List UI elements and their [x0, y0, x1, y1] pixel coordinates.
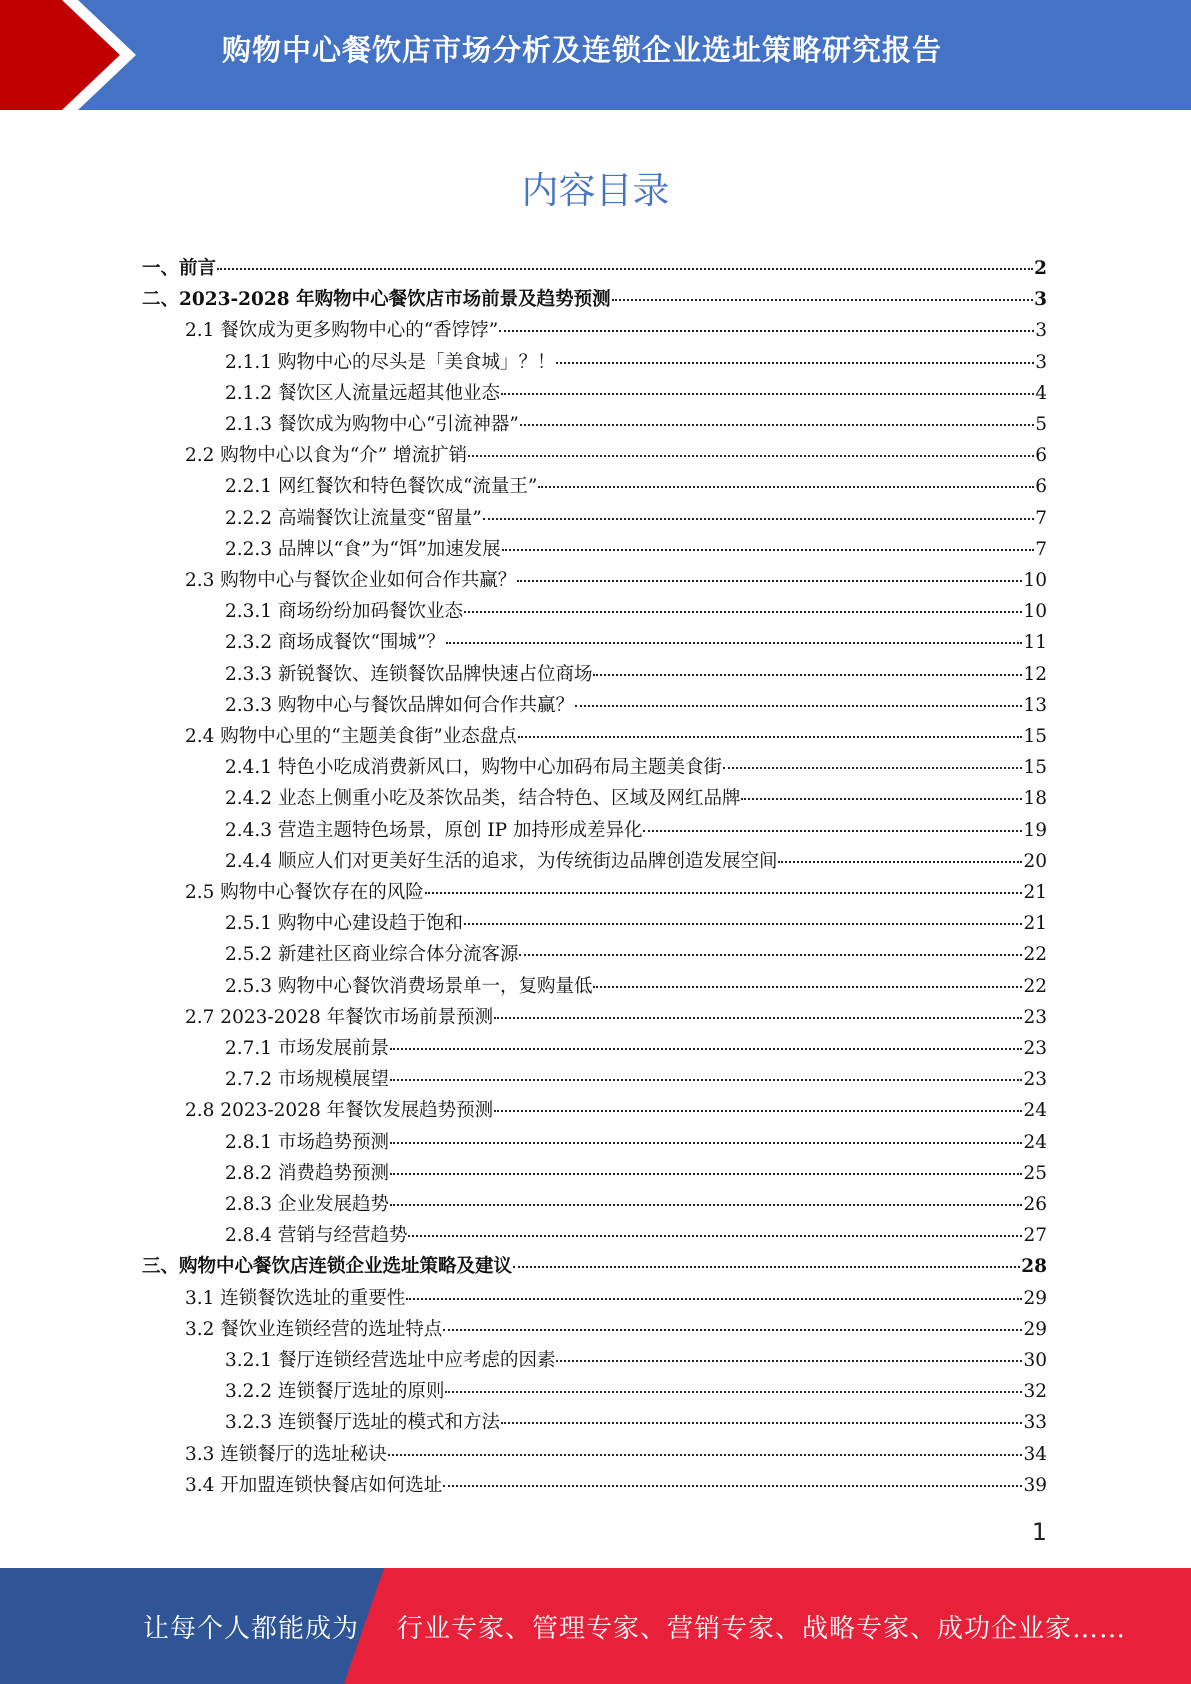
- toc-dot-leader: [518, 736, 1023, 738]
- toc-entry[interactable]: [185, 1095, 1047, 1126]
- toc-dot-leader: [501, 1422, 1022, 1424]
- toc-entry-label: 2.5.1 购物中心建设趋于饱和: [225, 913, 463, 935]
- toc-entry[interactable]: [225, 1376, 1047, 1407]
- toc-entry-page: 20: [1023, 850, 1047, 872]
- toc-entry-page: 11: [1023, 632, 1047, 654]
- toc-entry-page: 10: [1023, 601, 1047, 623]
- toc-dot-leader: [517, 580, 1022, 582]
- toc-entry[interactable]: [185, 877, 1047, 908]
- toc-dot-leader: [575, 705, 1022, 707]
- header-banner: [0, 0, 1191, 110]
- toc-dot-leader: [443, 1329, 1022, 1331]
- toc-dot-leader: [612, 299, 1034, 301]
- toc-entry[interactable]: [185, 1470, 1047, 1501]
- toc-dot-leader: [390, 1204, 1022, 1206]
- toc-dot-leader: [519, 954, 1022, 956]
- toc-entry[interactable]: [225, 815, 1047, 846]
- toc-entry-page: 5: [1035, 414, 1047, 435]
- toc-entry-label: 2.3.3 购物中心与餐饮品牌如何合作共赢？: [225, 694, 574, 716]
- toc-entry-page: 28: [1021, 1256, 1047, 1278]
- toc-entry-page: 23: [1023, 1069, 1047, 1091]
- toc-entry-page: 39: [1023, 1474, 1047, 1496]
- toc-entry-label: 2.2.1 网红餐饮和特色餐饮成“流量王”: [225, 476, 538, 498]
- toc-dot-leader: [425, 892, 1023, 894]
- toc-entry-page: 24: [1023, 1100, 1047, 1122]
- toc-entry[interactable]: [225, 1189, 1047, 1220]
- toc-dot-leader: [483, 518, 1034, 520]
- toc-entry-label: 2.3.2 商场成餐饮“围城”？: [225, 632, 445, 654]
- toc-dot-leader: [494, 1110, 1022, 1112]
- toc-entry[interactable]: [185, 565, 1047, 596]
- toc-dot-leader: [556, 1360, 1022, 1362]
- footer-slogan-right: 行业专家、管理专家、营销专家、战略专家、成功企业家……: [397, 1614, 1127, 1644]
- toc-entry[interactable]: [225, 1033, 1047, 1064]
- toc-entry-label: 3.1 连锁餐饮选址的重要性: [185, 1287, 406, 1309]
- toc-entry-page: 22: [1023, 944, 1047, 966]
- toc-entry-page: 33: [1023, 1412, 1047, 1434]
- footer-banner: [0, 1568, 1191, 1684]
- toc-entry-label: 2.2 购物中心以食为“介” 增流扩销: [185, 445, 468, 467]
- toc-entry-page: 19: [1023, 819, 1047, 841]
- toc-dot-leader: [741, 798, 1022, 800]
- toc-entry-page: 4: [1035, 382, 1047, 404]
- toc-entry[interactable]: [225, 1220, 1047, 1251]
- toc-entry-label: 2.8 2023-2028 年餐饮发展趋势预测: [185, 1100, 494, 1122]
- toc-dot-leader: [446, 642, 1023, 644]
- toc-entry[interactable]: [225, 378, 1047, 409]
- toc-entry-page: 12: [1023, 663, 1047, 685]
- toc-entry-page: 27: [1023, 1225, 1047, 1247]
- toc-entry[interactable]: [142, 253, 1047, 284]
- toc-entry-label: 2.8.4 营销与经营趋势: [225, 1225, 408, 1247]
- toc-entry-label: 3.3 连锁餐厅的选址秘诀: [185, 1443, 387, 1465]
- toc-entry-label: 一、前言: [142, 258, 217, 279]
- toc-entry[interactable]: [225, 752, 1047, 783]
- toc-entry[interactable]: [225, 1407, 1047, 1438]
- toc-entry[interactable]: [225, 971, 1047, 1002]
- toc-entry[interactable]: [225, 503, 1047, 534]
- toc-entry-page: 34: [1023, 1443, 1047, 1465]
- toc-dot-leader: [464, 923, 1022, 925]
- toc-dot-leader: [556, 362, 1034, 364]
- toc-dot-leader: [390, 1079, 1022, 1081]
- toc-heading: 内容目录: [521, 169, 670, 212]
- toc-entry-page: 30: [1023, 1350, 1047, 1371]
- toc-entry-page: 13: [1023, 694, 1047, 716]
- toc-entry[interactable]: [225, 627, 1047, 658]
- toc-dot-leader: [408, 1235, 1022, 1237]
- toc-entry-page: 25: [1023, 1162, 1047, 1184]
- toc-entry[interactable]: [225, 1345, 1047, 1376]
- toc-dot-leader: [468, 455, 1034, 457]
- toc-entry[interactable]: [185, 1283, 1047, 1314]
- toc-entry-label: 2.4.4 顺应人们对更美好生活的追求，为传统街边品牌创造发展空间: [225, 850, 778, 872]
- toc-entry-label: 2.1.3 餐饮成为购物中心“引流神器”: [225, 414, 519, 435]
- toc-entry-label: 2.1.2 餐饮区人流量远超其他业态: [225, 382, 500, 404]
- toc-entry-page: 15: [1023, 726, 1047, 747]
- toc-dot-leader: [494, 1017, 1022, 1019]
- toc-entry[interactable]: [225, 596, 1047, 627]
- toc-entry-label: 2.1 餐饮成为更多购物中心的“香饽饽”: [185, 320, 499, 342]
- toc-entry-page: 3: [1035, 320, 1047, 342]
- toc-entry-page: 6: [1035, 476, 1047, 498]
- toc-entry-page: 22: [1023, 975, 1047, 997]
- toc-dot-leader: [388, 1454, 1023, 1456]
- toc-entry[interactable]: [185, 1314, 1047, 1345]
- toc-entry[interactable]: [225, 471, 1047, 502]
- toc-entry[interactable]: [225, 783, 1047, 814]
- toc-dot-leader: [593, 674, 1022, 676]
- toc-entry[interactable]: [225, 1127, 1047, 1158]
- toc-entry-page: 10: [1023, 570, 1047, 591]
- toc-entry[interactable]: [225, 846, 1047, 877]
- toc-dot-leader: [502, 549, 1034, 551]
- toc-dot-leader: [723, 767, 1022, 769]
- toc-dot-leader: [520, 424, 1034, 426]
- toc-entry-page: 29: [1023, 1287, 1047, 1309]
- toc-entry-label: 2.8.2 消费趋势预测: [225, 1162, 389, 1184]
- toc-entry[interactable]: [225, 908, 1047, 939]
- toc-entry-page: 32: [1023, 1381, 1047, 1403]
- toc-entry-page: 26: [1023, 1194, 1047, 1215]
- toc-dot-leader: [499, 330, 1034, 332]
- toc-entry-label: 2.8.1 市场趋势预测: [225, 1131, 389, 1153]
- toc-entry-page: 3: [1035, 351, 1047, 373]
- toc-dot-leader: [445, 1391, 1022, 1393]
- toc-entry[interactable]: [185, 1439, 1047, 1470]
- toc-entry[interactable]: [225, 1158, 1047, 1189]
- toc-entry[interactable]: [225, 939, 1047, 970]
- toc-entry-label: 2.4.3 营造主题特色场景，原创 IP 加持形成差异化: [225, 819, 643, 841]
- toc-entry[interactable]: [225, 659, 1047, 690]
- toc-entry-label: 2.7.1 市场发展前景: [225, 1038, 389, 1059]
- toc-entry[interactable]: [225, 534, 1047, 565]
- toc-entry-label: 2.4.1 特色小吃成消费新风口，购物中心加码布局主题美食街: [225, 757, 722, 779]
- toc-entry-page: 21: [1023, 913, 1047, 935]
- toc-entry-page: 21: [1023, 882, 1047, 903]
- toc-entry[interactable]: [225, 690, 1047, 721]
- toc-dot-leader: [538, 486, 1034, 488]
- toc-entry[interactable]: [142, 284, 1047, 315]
- toc-entry[interactable]: [142, 1251, 1047, 1282]
- toc-entry-label: 2.4.2 业态上侧重小吃及茶饮品类，结合特色、区域及网红品牌: [225, 788, 741, 810]
- toc-dot-leader: [390, 1048, 1022, 1050]
- report-title: 购物中心餐饮店市场分析及连锁企业选址策略研究报告: [222, 33, 943, 67]
- toc-entry-label: 2.3.3 新锐餐饮、连锁餐饮品牌快速占位商场: [225, 663, 593, 685]
- toc-dot-leader: [513, 1266, 1020, 1268]
- toc-entry[interactable]: [225, 1064, 1047, 1095]
- toc-entry-label: 3.2.1 餐厅连锁经营选址中应考虑的因素: [225, 1350, 556, 1371]
- toc-entry-label: 2.4 购物中心里的“主题美食街”业态盘点: [185, 726, 517, 747]
- toc-entry-label: 2.1.1 购物中心的尽头是「美食城」？！: [225, 351, 556, 373]
- toc-entry-label: 2.7.2 市场规模展望: [225, 1069, 389, 1091]
- toc-entry[interactable]: [185, 721, 1047, 752]
- toc-entry-label: 二、2023-2028 年购物中心餐饮店市场前景及趋势预测: [142, 289, 611, 311]
- toc-dot-leader: [593, 986, 1022, 988]
- toc-entry-label: 2.3.1 商场纷纷加码餐饮业态: [225, 601, 463, 623]
- toc-entry-page: 23: [1023, 1006, 1047, 1028]
- toc-entry[interactable]: [225, 409, 1047, 440]
- toc-entry-page: 7: [1035, 507, 1047, 529]
- toc-dot-leader: [406, 1298, 1022, 1300]
- toc-entry-label: 3.2.2 连锁餐厅选址的原则: [225, 1381, 445, 1403]
- toc-entry-label: 2.7 2023-2028 年餐饮市场前景预测: [185, 1006, 494, 1028]
- toc-dot-leader: [643, 830, 1022, 832]
- page-number: 1: [1031, 1518, 1047, 1546]
- footer-slogan-left: 让每个人都能成为: [143, 1614, 360, 1644]
- toc-entry[interactable]: [185, 1002, 1047, 1033]
- toc-dot-leader: [390, 1173, 1022, 1175]
- toc-entry-page: 7: [1035, 538, 1047, 560]
- toc-entry[interactable]: [225, 347, 1047, 378]
- toc-entry-label: 2.3 购物中心与餐饮企业如何合作共赢？: [185, 570, 517, 591]
- toc-entry-label: 2.5.3 购物中心餐饮消费场景单一，复购量低: [225, 975, 593, 997]
- toc-entry-page: 3: [1034, 289, 1047, 311]
- toc-entry-page: 6: [1035, 445, 1047, 467]
- toc-entry-label: 三、购物中心餐饮店连锁企业选址策略及建议: [142, 1256, 513, 1278]
- toc-entry-page: 24: [1023, 1131, 1047, 1153]
- toc-entry-label: 2.2.2 高端餐饮让流量变“留量”: [225, 507, 482, 529]
- toc-entry-label: 2.5 购物中心餐饮存在的风险: [185, 882, 424, 903]
- toc-entry-label: 2.2.3 品牌以“食”为“饵”加速发展: [225, 538, 501, 560]
- toc-dot-leader: [464, 611, 1022, 613]
- toc-dot-leader: [217, 268, 1033, 270]
- toc-entry-label: 2.5.2 新建社区商业综合体分流客源: [225, 944, 519, 966]
- toc-dot-leader: [443, 1485, 1022, 1487]
- toc-entry-label: 3.2 餐饮业连锁经营的选址特点: [185, 1318, 443, 1340]
- toc-entry[interactable]: [185, 315, 1047, 346]
- toc-dot-leader: [778, 861, 1022, 863]
- toc-entry-label: 2.8.3 企业发展趋势: [225, 1194, 389, 1215]
- toc-entry[interactable]: [185, 440, 1047, 471]
- toc-dot-leader: [501, 393, 1034, 395]
- toc-entry-label: 3.4 开加盟连锁快餐店如何选址: [185, 1474, 443, 1496]
- toc-entry-page: 23: [1023, 1038, 1047, 1059]
- toc-entry-page: 2: [1034, 258, 1047, 279]
- toc-entry-page: 29: [1023, 1318, 1047, 1340]
- toc-entry-page: 15: [1023, 757, 1047, 779]
- header-red-chevron: [0, 0, 150, 110]
- toc-entry-page: 18: [1023, 788, 1047, 810]
- toc-entry-label: 3.2.3 连锁餐厅选址的模式和方法: [225, 1412, 500, 1434]
- toc-dot-leader: [390, 1142, 1022, 1144]
